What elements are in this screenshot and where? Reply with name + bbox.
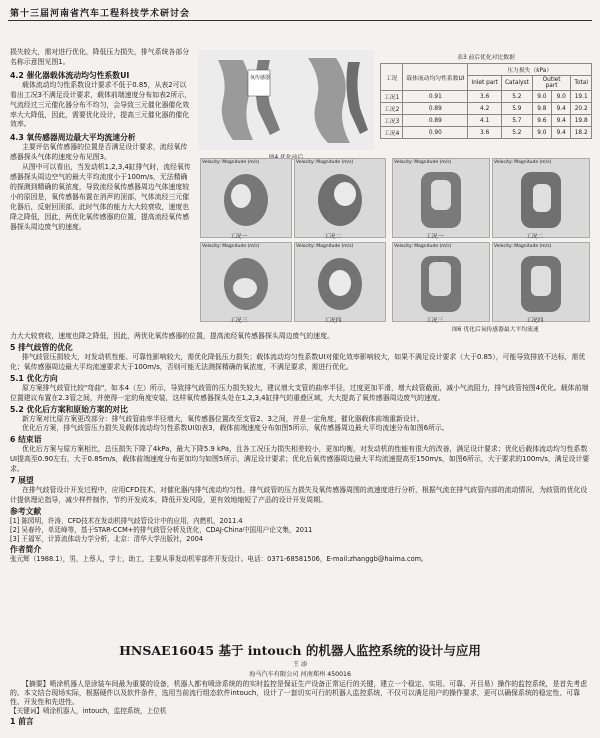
cell: 9.4 — [552, 103, 571, 115]
section-heading: 4.3 氧传感器周边最大平均流速分析 — [10, 133, 136, 143]
panel-title: Velocity: Magnitude (m/s) — [202, 160, 260, 165]
cell: 9.0 — [532, 127, 551, 139]
col-header: 载体流动均匀性系数UI — [403, 64, 468, 91]
cell: 5.2 — [501, 91, 532, 103]
cell: 19.8 — [571, 115, 592, 127]
sim-panel — [392, 158, 490, 238]
section-heading: 1 前言 — [10, 717, 34, 727]
panel-title: Velocity: Magnitude (m/s) — [296, 160, 354, 165]
full-width-body — [10, 332, 592, 565]
figure-4 — [198, 50, 374, 158]
reference-item: [2] 吴春玲，单廷峰等，基于STAR-CCM+的排气歧管分析及优化，CDAJ-China中国用户论文集，2011 — [10, 526, 313, 535]
header-rule — [8, 20, 592, 21]
paragraph: 主要评估氧传感器的位置是否满足设计要求，流经氧传感器探头气体的速度分布见图3。 — [10, 143, 188, 162]
sim-panel — [294, 158, 386, 238]
cell: 5.2 — [501, 127, 532, 139]
article-author: 王 添 — [292, 661, 308, 668]
cell: 3.6 — [468, 127, 502, 139]
cell: 5.9 — [501, 103, 532, 115]
sim-panel — [492, 158, 590, 238]
paragraph: 优化后方案与原方案相比，总压损失下降了4kPa，最大下降5.9 kPa，且各工况压力损失相差较小，更加均衡，对发动机的性能有很大的改善，满足设计要求；优化后载体流动均匀性系数UI提高至0.90左右，大于0.85m/s，载体前端速度分布更加均匀如图5所示，满足设计要求；优化后氧传感器周边最大平均流速提高至150m/s，如图6所示，大于要求的100m/s，满足设计要求。 — [10, 445, 590, 474]
cell: 工况3 — [381, 115, 403, 127]
panel-title: Velocity: Magnitude (m/s) — [494, 244, 552, 249]
cell: 9.6 — [532, 115, 551, 127]
abstract: 【摘要】喷涂机器人是涂装车间最为重要的设备，机器人都有喷涂系统的的实时监控是保证生产设备正常运行的关键，建立一个稳定、实用、可靠、开目易）操作的监控系统，是首先考虑的。本文结合现场实际，根据硬件以及软件条件，选用当前流行组态软件intouch，设计了一套切实可行的机器人监控系统，不仅可以满足用户的操作要求，更可以确保系统的稳定性、可靠性、开发性和先进性。 — [10, 680, 588, 706]
cell: 0.90 — [403, 127, 468, 139]
cell: 工况2 — [381, 103, 403, 115]
paragraph: 原方案排气歧管比较"弯曲"，如本4（左）所示，导致排气歧管的压力损失较大，建议增大支管的曲率半径，过度更加平滑，增大歧管截面，减小气流阻力，排气歧管按图4优化。载体前端位置建议布置在2.3管之间，并使得一定的角度安装，这样氧传感器探头处在1,2,3,4缸排气的重叠区域，大大提高了氧传感器周边废气的速度。 — [10, 383, 589, 402]
col-header: 工况 — [381, 64, 403, 91]
sim-panel — [492, 242, 590, 322]
paragraph: 从图中可以看出，当发动机1,2,3,4缸排气时，流经氧传感器探头周边空气的最大平均流度小于100m/s，无法精确的探测到精确的氧浓度，导致流经氧传感器周边气体速度较小的原因是，氧传感器布置在消声的顶部，气体流经三元催化器后，反射回顶部，此时气体的能力大大较衰收，速度也降之降低，因此，两优化氧传感器的位置，提高流经氧传感器探头周边废气的速度。 — [10, 163, 191, 231]
cell: 3.6 — [468, 91, 502, 103]
panel-title: Velocity: Magnitude (m/s) — [494, 160, 552, 165]
cell: 9.8 — [532, 103, 551, 115]
paragraph: 在排气歧管设计开发过程中，应用CFD技术，对催化器内排气流动均匀性、排气歧管的压力损失及氧传感器周围的流速度进行分析，根据气流在排气歧管内部的流动情况，为歧管的优化设计提供理论指导，减少样件制作，节约开发成本，降低开发风险，更有效地缩短了产品的设计开发周期。 — [10, 486, 588, 504]
section-heading: 6 结束语 — [10, 435, 42, 445]
cell: 9.0 — [552, 91, 571, 103]
col-header: Catalyst — [501, 76, 532, 91]
keywords: 【关键词】喷涂机器人，intouch，监控系统，上位机 — [10, 707, 167, 715]
paragraph: 载体流动均匀性系数设计要求不低于0.85，从表2可以看出工况3不满足设计要求，载体前端速度分布如表2所示，气流经过三元催化器分布不均匀，会导致三元催化器催化效率大大降低，因此，需要优化设计，提高三元催化器的催化效率。 — [10, 80, 192, 129]
cell: 4.1 — [468, 115, 502, 127]
table-row — [381, 127, 592, 139]
paragraph: 优化后方案，排气歧管压力损失及载体流动均匀性系数UI如表3，载体前端速度分布如图5所示，氧传感器周边最大平均流速分布如图6所示。 — [22, 424, 449, 433]
figure-5 — [200, 158, 386, 333]
section-heading: 5.2 优化后方案和原始方案的对比 — [10, 404, 128, 414]
table-row — [381, 103, 592, 115]
cell: 0.91 — [403, 91, 468, 103]
left-column — [10, 48, 192, 231]
author-heading: 作者简介 — [10, 545, 42, 555]
panel-label: 工况四 — [324, 318, 342, 324]
panel-title: Velocity: Magnitude (m/s) — [202, 244, 260, 249]
panel-label: 工况一 — [426, 234, 444, 240]
article-abstract-block — [10, 680, 592, 727]
article-affiliation: 海马汽车有限公司 河南郑州 450016 — [249, 671, 351, 678]
cell: 9.0 — [532, 91, 551, 103]
section-heading: 5.1 优化方向 — [10, 373, 58, 383]
table-row — [381, 91, 592, 103]
sim-panel — [200, 158, 292, 238]
article-title: HNSAE16045 基于 intouch 的机器人监控系统的设计与应用 — [119, 643, 481, 658]
figure-caption: 图6 优化后氧传感器最大平均流速 — [452, 327, 539, 333]
figure-6 — [392, 158, 592, 333]
journal-header: 第十三届河南省汽车工程科技学术研讨会 — [10, 9, 191, 19]
sim-panel — [392, 242, 490, 322]
author-bio: 张元辉（1988.1），男，上蔡人，学士，助工，主要从事发动机零部件开发设计。电话：0371-68581506，E-mail:zhanggb@haima.com。 — [10, 555, 428, 564]
panel-label: 工况二 — [324, 234, 342, 240]
section-heading: 4.2 催化器载体流动均匀性系数UI — [10, 70, 130, 80]
panel-title: Velocity: Magnitude (m/s) — [394, 244, 452, 249]
cell: 18.2 — [571, 127, 592, 139]
cell: 4.2 — [468, 103, 502, 115]
cell: 20.2 — [571, 103, 592, 115]
col-header: Outlet part — [532, 76, 571, 91]
paragraph: 排气歧管压损较大，对发动机性能、可靠性影响较大，需优化降低压力损失；载体流动均匀性系数UI对催化效率影响较大，如果不满足设计要求（大于0.85），可能导致排放不达标，需优化；氧传感器周边最大平均流速要求大于100m/s，否则可能无法测探精确的氧浓度，不满足要求，需进行优化。 — [10, 352, 586, 371]
panel-label: 工况三 — [426, 318, 444, 324]
cell: 0.89 — [403, 103, 468, 115]
panel-title: Velocity: Magnitude (m/s) — [394, 160, 452, 165]
panel-title: Velocity: Magnitude (m/s) — [296, 244, 354, 249]
references-heading: 参考文献 — [10, 506, 42, 516]
table-row — [381, 115, 592, 127]
cell: 工况1 — [381, 91, 403, 103]
group-header: 压力损失（kPa） — [468, 64, 592, 76]
table-title: 表3 前后优化对比数据 — [457, 55, 515, 61]
cell: 9.4 — [552, 127, 571, 139]
paragraph: 力大大较衰收，速度也降之降低，因此，两优化氧传感器的位置，提高流经氧传感器探头周边废气的速度。 — [10, 332, 334, 340]
section-heading: 7 展望 — [10, 476, 34, 486]
col-header: Total — [571, 76, 592, 91]
cell: 9.4 — [552, 115, 571, 127]
cell: 0.89 — [403, 115, 468, 127]
cell: 工况4 — [381, 127, 403, 139]
paragraph: 损失较大，需对进行优化，降低压力损失，排气系统各部分名称示意图见图1。 — [10, 48, 190, 66]
figure-label: 氧传感器 — [250, 75, 271, 81]
sim-panel — [200, 242, 292, 322]
reference-item: [3] 王福军，计算流体动力学分析，北京：清华大学出版社，2004 — [10, 535, 204, 544]
panel-label: 工况一 — [230, 234, 248, 240]
cell: 5.7 — [501, 115, 532, 127]
cell: 19.1 — [571, 91, 592, 103]
table-3 — [380, 52, 592, 139]
paragraph: 新方案对比原方案更改部分：排气歧管曲率半径增大，氧传感器位置改至支管2、3之间，并是一定角度，催化器载体前端重新设计。 — [22, 414, 424, 423]
data-table — [380, 63, 592, 139]
col-header: Inlet part — [468, 76, 502, 91]
panel-label: 工况四 — [526, 318, 544, 324]
manifold-illustration — [198, 50, 374, 150]
section-heading: 5 排气歧管的优化 — [10, 342, 73, 352]
panel-label: 工况三 — [230, 318, 248, 324]
sim-panel — [294, 242, 386, 322]
panel-label: 工况二 — [526, 234, 544, 240]
reference-item: [1] 陈园明，许涛，CFD技术在发动机排气歧管设计中的应用，内燃机，2011.4 — [10, 516, 243, 525]
